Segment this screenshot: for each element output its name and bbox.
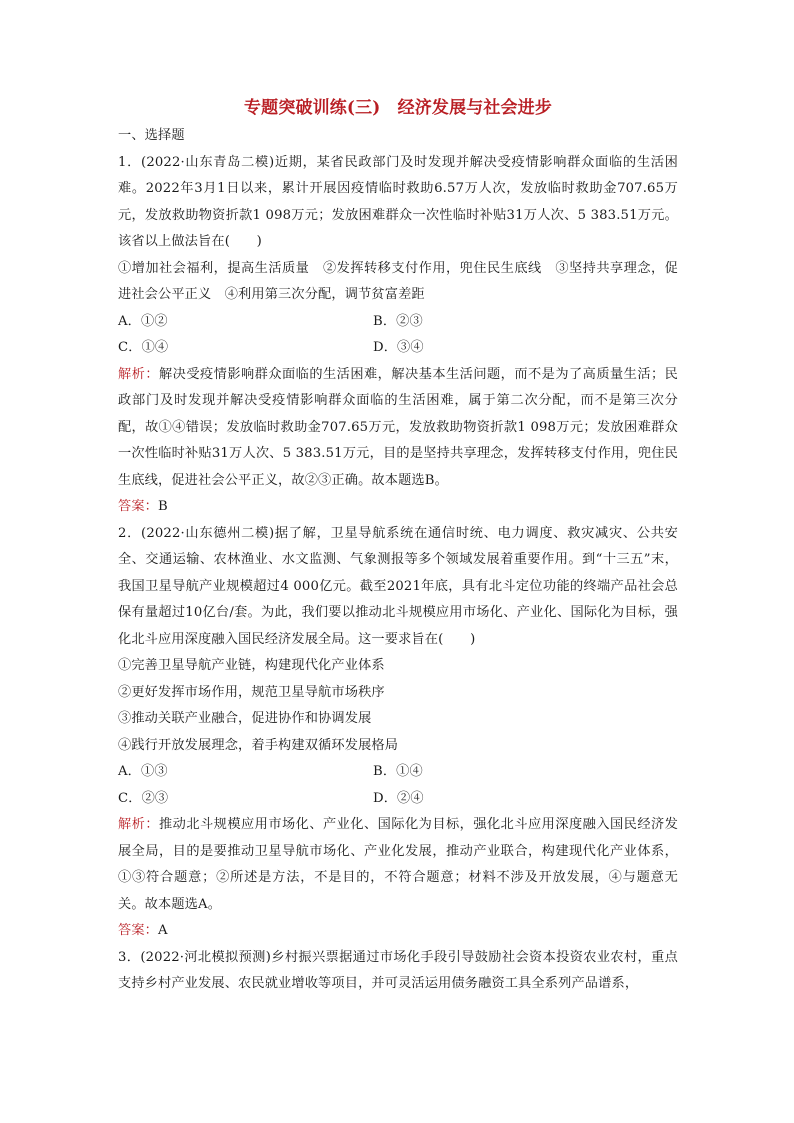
analysis-text: 推动北斗规模应用市场化、产业化、国际化为目标，强化北斗应用深度融入国民经济发展全局，目的是要推动卫星导航市场化、产业化发展，推动产业联合，构建现代化产业体系，①③符合题意；②所述是方法，不是目的，不符合题意；材料不涉及开放发展，④与题意无关。故本题选A。 [118, 817, 678, 912]
option-a: A．①③ [118, 764, 168, 779]
question-statement: ③推动关联产业融合，促进协作和协调发展 [118, 711, 372, 726]
question-3 [118, 945, 678, 998]
question-stem: 2．(2022·山东德州二模)据了解，卫星导航系统在通信时统、电力调度、救灾减灾、公共安全、交通运输、农林渔业、水文监测、气象测报等多个领域发展着重要作用。到“十三五”末，我国卫星导航产业规模超过4 000亿元。截至2021年底，具有北斗定位功能的终端产品社会总保有量超过10亿台/套。为此，我们要以推动北斗规模应用市场化、产业化、国际化为目标，强化北斗应用深度融入国民经济发展全局。这一要求旨在( ) [118, 525, 678, 647]
question-1 [118, 150, 678, 521]
option-d: D．③④ [373, 340, 424, 355]
analysis-label: 解析： [118, 366, 159, 382]
answer-value: B [158, 499, 168, 514]
analysis [118, 812, 678, 918]
question-statements: ①增加社会福利，提高生活质量 ②发挥转移支付作用，兜住民生底线 ③坚持共享理念，促进社会公平正义 ④利用第三次分配，调节贫富差距 [118, 260, 678, 302]
answer [118, 918, 678, 945]
document-page [118, 95, 678, 998]
question-statement: ④践行开放发展理念，着手构建双循环发展格局 [118, 737, 399, 753]
option-c: C．①④ [118, 340, 169, 355]
option-b: B．①④ [373, 764, 423, 779]
options-block [118, 759, 678, 812]
question-stem: 3．(2022·河北模拟预测)乡村振兴票据通过市场化手段引导鼓励社会资本投资农业农村，重点支持乡村产业发展、农民就业增收等项目，并可灵活运用债务融资工具全系列产品谱系， [118, 949, 678, 991]
question-statement: ①完善卫星导航产业链，构建现代化产业体系 [118, 658, 385, 673]
page-title: 专题突破训练(三) 经济发展与社会进步 [244, 98, 552, 118]
section-heading: 一、选择题 [118, 128, 185, 143]
analysis-label: 解析： [118, 817, 159, 832]
analysis-text: 解决受疫情影响群众面临的生活困难，解决基本生活问题，而不是为了高质量生活；民政部门及时发现并解决受疫情影响群众面临的生活困难，属于第二次分配，而不是第三次分配，故①④错误；发放临时救助金707.65万元，发放救助物资折款1 098万元；发放困难群众一次性临时补贴31万人次、5 383.51万元，目的是坚持共享理念，发挥转移支付作用，兜住民生底线，促进社会公平正义，故②③正确。故本题选B。 [118, 366, 678, 488]
option-c: C．②③ [118, 790, 169, 806]
question-stem: 1．(2022·山东青岛二模)近期，某省民政部门及时发现并解决受疫情影响群众面临的生活困难。2022年3月1日以来，累计开展因疫情临时救助6.57万人次，发放临时救助金707.65万元，发放救助物资折款1 098万元；发放困难群众一次性临时补贴31万人次、5 383.51万元。该省以上做法旨在( ) [118, 154, 678, 249]
answer-label: 答案： [118, 499, 159, 514]
option-a: A．①② [118, 313, 168, 329]
question-statement: ②更好发挥市场作用，规范卫星导航市场秩序 [118, 684, 385, 700]
answer-value: A [158, 923, 168, 938]
options-block [118, 309, 678, 362]
answer [118, 494, 678, 521]
option-d: D．②④ [373, 790, 424, 806]
analysis [118, 362, 678, 495]
answer-label: 答案： [118, 923, 159, 938]
question-2 [118, 521, 678, 945]
option-b: B．②③ [373, 313, 423, 329]
